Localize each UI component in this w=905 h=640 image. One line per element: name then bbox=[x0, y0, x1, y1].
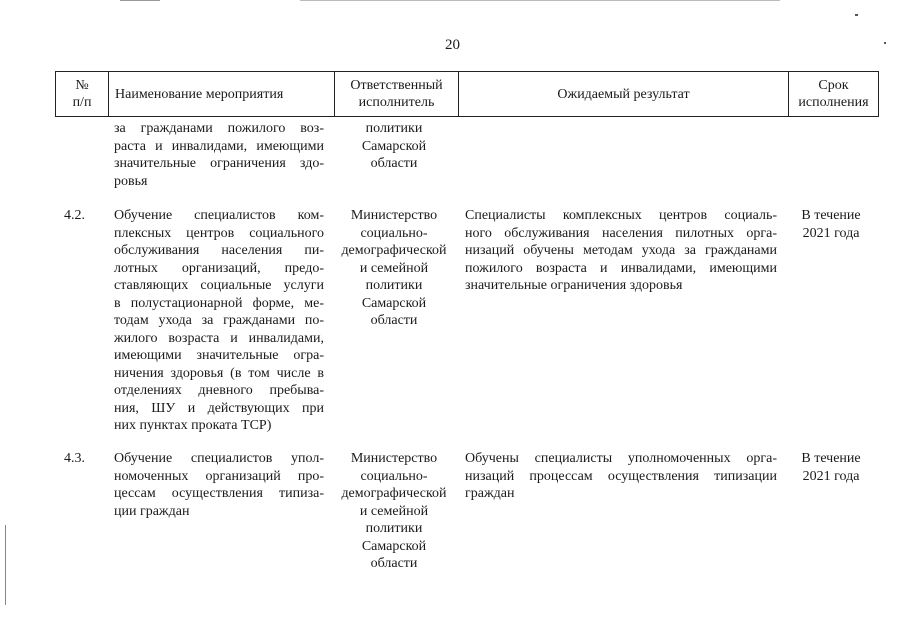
text-line: В течение bbox=[801, 451, 861, 466]
text-line: и семейной bbox=[359, 260, 429, 276]
text-line: и семейной bbox=[359, 503, 429, 519]
scan-line-top bbox=[120, 0, 160, 1]
text-line: Обучены специалисты уполномоченных орга- bbox=[465, 451, 777, 466]
text-line: Министерство bbox=[350, 208, 438, 223]
text-line: демографической bbox=[341, 486, 447, 501]
row-1-term bbox=[790, 207, 872, 242]
text-line: № bbox=[75, 78, 89, 93]
scan-dot-right bbox=[855, 14, 858, 16]
text-line: раста и инвалидами, имеющими bbox=[114, 138, 324, 154]
text-line: отделениях дневного пребыва- bbox=[114, 383, 324, 398]
text-line: демографической bbox=[341, 243, 447, 258]
text-line: цессам осуществления типиза- bbox=[114, 486, 324, 501]
row-2-num: 4.3. bbox=[64, 451, 85, 466]
text-line: Самарской bbox=[361, 538, 427, 554]
text-line: ции граждан bbox=[114, 503, 190, 519]
text-line: Обучение специалистов упол- bbox=[114, 451, 324, 466]
text-line: плексных центров социального bbox=[114, 225, 324, 241]
text-line: области bbox=[370, 313, 418, 328]
row-0-name bbox=[114, 120, 324, 190]
text-line: 2021 года bbox=[802, 225, 860, 241]
text-line: политики bbox=[365, 121, 423, 136]
text-line: Самарской bbox=[361, 138, 427, 154]
text-line: социально- bbox=[360, 225, 428, 241]
row-2-responsible bbox=[338, 450, 450, 573]
text-line: Срок bbox=[818, 78, 849, 93]
text-line: значительные ограничения здоровья bbox=[465, 278, 683, 293]
text-line: политики bbox=[365, 521, 423, 536]
text-line: исполнитель bbox=[358, 95, 435, 110]
text-line: имеющими значительные огра- bbox=[114, 348, 324, 363]
row-2-result bbox=[465, 450, 777, 503]
row-1-num: 4.2. bbox=[64, 208, 85, 223]
row-2-term bbox=[790, 450, 872, 485]
scan-line-top-long bbox=[300, 0, 780, 1]
text-line: за гражданами пожилого воз- bbox=[114, 121, 324, 136]
row-1-responsible bbox=[338, 207, 450, 330]
text-line: Обучение специалистов ком- bbox=[114, 208, 324, 223]
row-1-name bbox=[114, 207, 324, 435]
text-line: Специалисты комплексных центров социаль- bbox=[465, 208, 777, 223]
page-number: 20 bbox=[445, 37, 460, 53]
text-line: исполнения bbox=[798, 95, 869, 110]
text-line: Наименование мероприятия bbox=[115, 86, 284, 102]
text-line: низаций обучены методам ухода за гражданами bbox=[465, 243, 777, 258]
row-0-responsible bbox=[338, 120, 450, 173]
scan-dot-right-2 bbox=[884, 42, 886, 44]
text-line: Министерство bbox=[350, 451, 438, 466]
text-line: них пунктах проката ТСР) bbox=[114, 418, 272, 433]
text-line: В течение bbox=[801, 208, 861, 223]
header-term bbox=[789, 72, 878, 116]
text-line: низаций процессам осуществления типизации bbox=[465, 468, 777, 484]
text-line: п/п bbox=[72, 95, 92, 110]
text-line: ного обслуживания населения пилотных орга- bbox=[465, 225, 777, 241]
text-line: номоченных организаций про- bbox=[114, 468, 324, 484]
text-line: тодам ухода за гражданами по- bbox=[114, 313, 324, 328]
scan-edge-left bbox=[5, 525, 6, 605]
text-line: жилого возраста и инвалидами, bbox=[114, 330, 324, 346]
header-name bbox=[109, 72, 335, 116]
text-line: социально- bbox=[360, 468, 428, 484]
text-line: пожилого возраста и инвалидами, имеющими bbox=[465, 260, 777, 276]
text-line: Самарской bbox=[361, 295, 427, 311]
text-line: политики bbox=[365, 278, 423, 293]
text-line: области bbox=[370, 156, 418, 171]
header-responsible bbox=[335, 72, 459, 116]
text-line: в полустационарной форме, ме- bbox=[114, 295, 324, 311]
text-line: ничения здоровья (в том числе в bbox=[114, 365, 324, 381]
text-line: лотных организаций, предо- bbox=[114, 260, 324, 276]
text-line: граждан bbox=[465, 486, 515, 501]
row-1-result bbox=[465, 207, 777, 295]
table-header bbox=[55, 71, 879, 117]
text-line: Ответственный bbox=[350, 78, 443, 93]
text-line: значительные ограничения здо- bbox=[114, 156, 324, 171]
text-line: ния, ШУ и действующих при bbox=[114, 400, 324, 416]
text-line: 2021 года bbox=[802, 468, 860, 484]
text-line: обслуживания населения пи- bbox=[114, 243, 324, 258]
row-2-name bbox=[114, 450, 324, 520]
header-num bbox=[56, 72, 109, 116]
text-line: области bbox=[370, 556, 418, 571]
header-result bbox=[459, 72, 789, 116]
text-line: ровья bbox=[114, 173, 148, 189]
text-line: ставляющих социальные услуги bbox=[114, 278, 324, 293]
text-line: Ожидаемый результат bbox=[557, 86, 690, 102]
